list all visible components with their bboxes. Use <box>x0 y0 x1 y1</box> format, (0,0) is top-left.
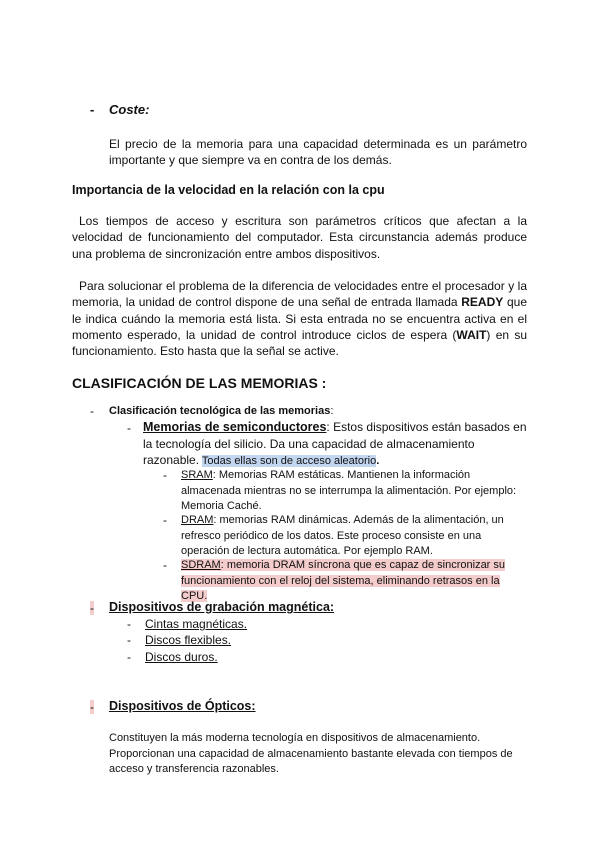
dram-name: DRAM <box>181 514 214 526</box>
bullet-dash: - <box>90 601 94 615</box>
p2-part-c: ) en su funcionamiento. Esto hasta que la señal se active. <box>72 327 527 359</box>
bullet-dash: - <box>90 700 94 714</box>
bullet-dash: - <box>127 421 131 435</box>
bullet-dash: - <box>163 513 167 527</box>
dram-item <box>181 513 521 560</box>
sram-item <box>181 468 521 515</box>
semiconductores-dot: . <box>376 455 380 467</box>
bullet-dash: - <box>90 404 94 418</box>
coste-bullet: - <box>90 102 95 117</box>
opticos-text: Constituyen la más moderna tecnología en dispositivos de almacenamiento. Proporcionan una capacidad de almacenamiento bastante elevada con tiempos de acceso y transferencia razonables. <box>109 732 513 775</box>
bullet-dash: - <box>127 617 131 631</box>
opticos-title: Dispositivos de Ópticos: <box>109 699 256 713</box>
semiconductores-title: Memorias de semiconductores <box>143 420 327 434</box>
sram-name: SRAM <box>181 469 213 481</box>
sram-text: : Memorias RAM estáticas. Mantienen la información almacenada mientras no se interrumpa la alimentación. Por ejemplo: Memoria Caché. <box>181 469 517 512</box>
sdram-item <box>181 558 516 605</box>
bullet-dash: - <box>127 650 131 664</box>
tecnologica-label <box>109 405 333 417</box>
semiconductores-highlight: Todas ellas son de acceso aleatorio <box>201 455 377 467</box>
bullet-dash: - <box>163 468 167 482</box>
clasificacion-heading: CLASIFICACIÓN DE LAS MEMORIAS : <box>72 375 327 391</box>
importancia-heading: Importancia de la velocidad en la relación con la cpu <box>72 183 385 197</box>
bullet-dash: - <box>163 558 167 572</box>
p2-part-a: Para solucionar el problema de la diferencia de velocidades entre el procesador y la memoria, la unidad de control dispone de una señal de entrada llamada <box>72 279 527 310</box>
magnetica-item-duros: Discos duros. <box>145 650 218 664</box>
importancia-paragraph-1: Los tiempos de acceso y escritura son parámetros críticos que afectan a la velocidad de funcionamiento del computador. Esta circunstancia además produce una problema de sincronización entre ambos dispositivos. <box>72 214 527 261</box>
bullet-dash: - <box>127 633 131 647</box>
dram-text: : memorias RAM dinámicas. Además de la alimentación, un refresco periódico de los datos. Este proceso consiste en una operación de lectura automática. Por ejemplo RAM. <box>181 514 504 557</box>
semiconductores-text: : Estos dispositivos están basados en la tecnología del silicio. Da una capacidad de almacenamiento razonable. <box>143 420 527 467</box>
tecnologica-title: Clasificación tecnológica de las memorias <box>109 405 331 417</box>
wait-keyword: WAIT <box>456 327 487 342</box>
ready-keyword: READY <box>461 295 504 310</box>
magnetica-title: Dispositivos de grabación magnética: <box>109 600 335 614</box>
magnetica-item-cintas: Cintas magnéticas. <box>145 617 248 631</box>
coste-text: El precio de la memoria para una capacidad determinada es un parámetro importante y que siempre va en contra de los demás. <box>109 137 527 168</box>
magnetica-item-flexibles: Discos flexibles. <box>145 633 232 647</box>
sdram-name: SDRAM <box>181 559 221 571</box>
coste-title-text: Coste <box>109 102 146 117</box>
sdram-text: : memoria DRAM síncrona que es capaz de sincronizar su funcionamiento con el reloj del sistema, eliminando retrasos en la CPU. <box>181 559 506 602</box>
coste-colon: : <box>145 102 150 117</box>
tecnologica-colon: : <box>330 405 334 417</box>
p2-part-b: que le indica cuándo la memoria está lista. Si esta entrada no se encuentra activa en el momento esperado, la unidad de control introduce ciclos de espera ( <box>72 295 527 342</box>
importancia-paragraph-2 <box>72 278 527 359</box>
coste-title <box>109 102 149 117</box>
semiconductores-block <box>143 420 528 470</box>
